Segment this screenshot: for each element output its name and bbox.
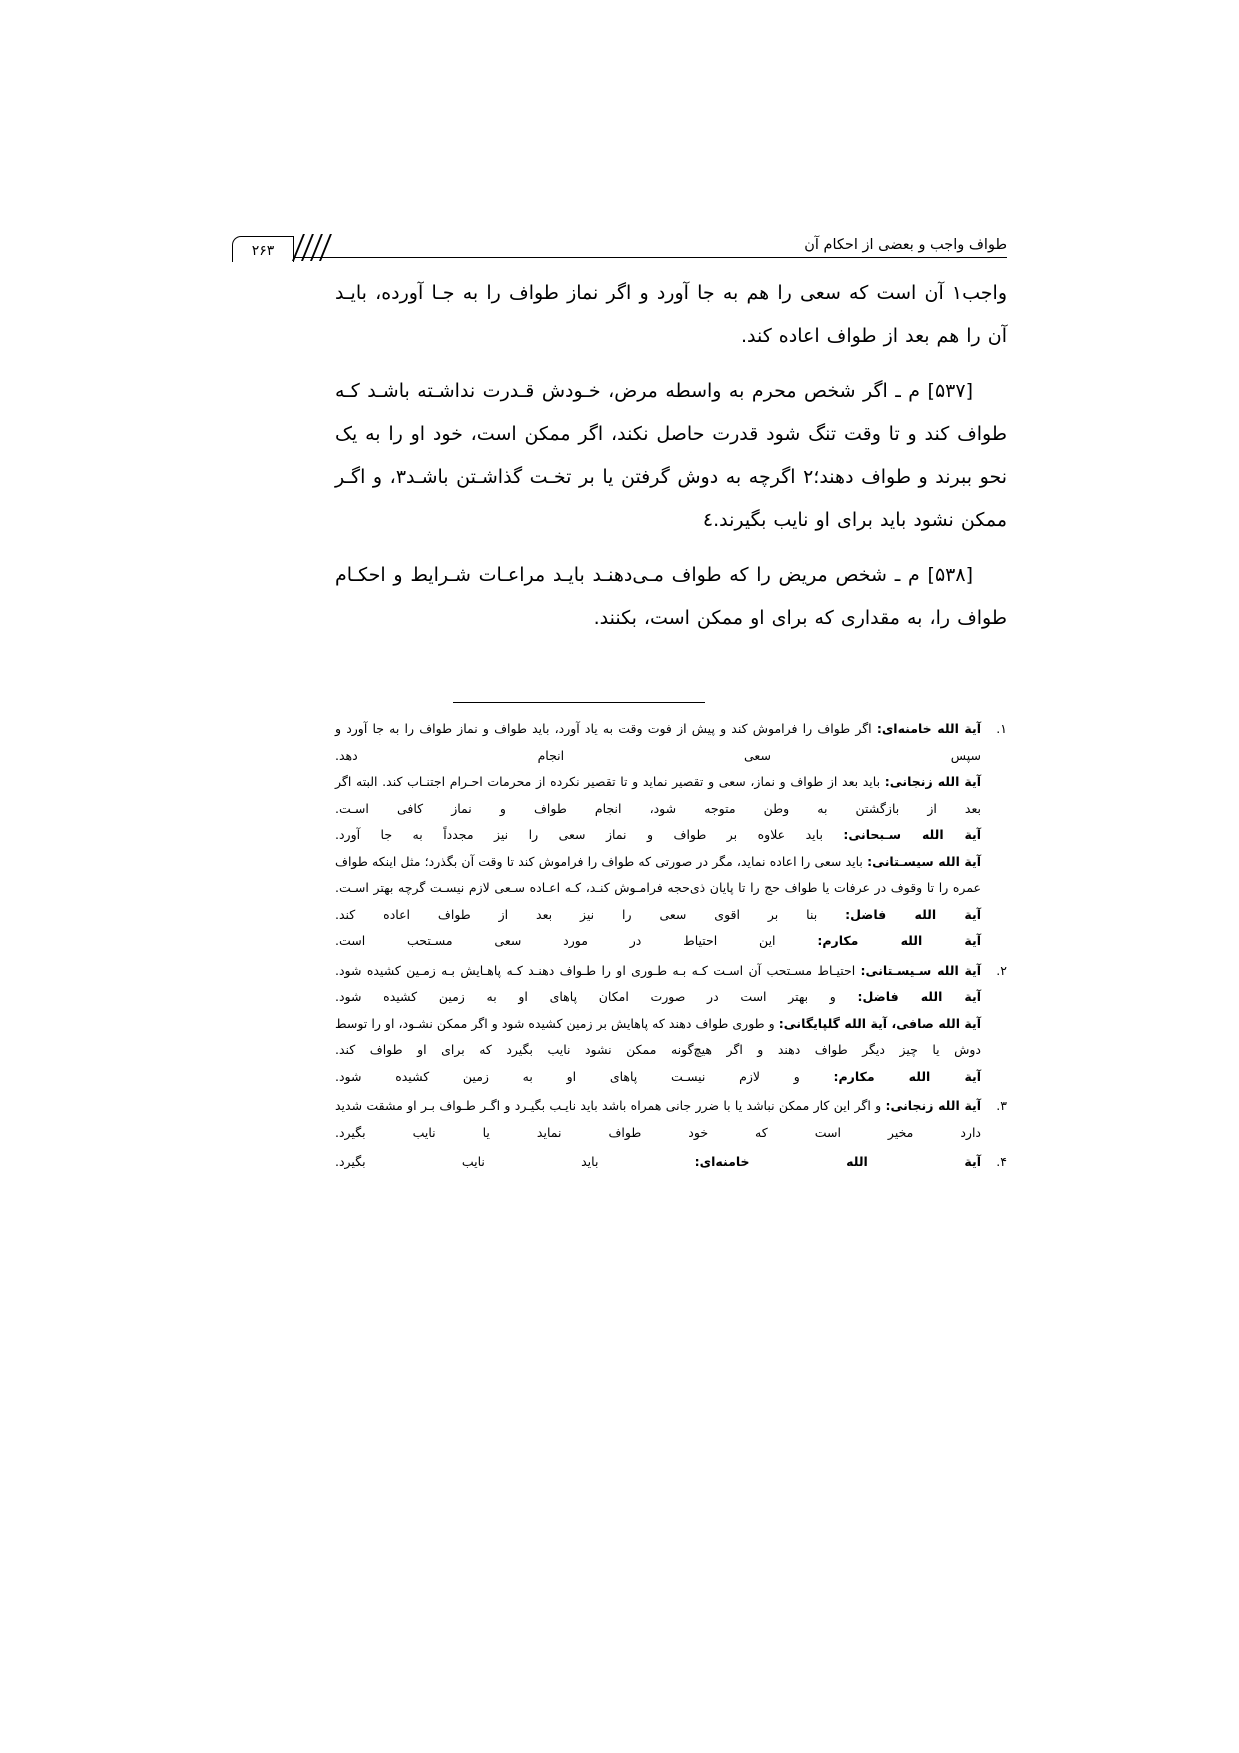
main-body [335,272,1007,652]
hatch-decoration-icon [290,235,336,261]
footnote-ruling [335,849,981,902]
footnote-body [335,1093,981,1146]
footnote-ruling [335,902,981,929]
footnote-body [335,1149,981,1176]
authority-opinion: این احتیاط در مورد سعی مسـتحب است. [335,933,818,948]
authority-opinion: باید نایب بگیرد. [335,1154,695,1169]
authority-opinion: و طوری طواف دهند که پاهایش بر زمین کشیده شود و اگر ممکن نشـود، او را توسط دوش یا چیز دیگر طواف دهند و اگر هیچ‌گونه ممکن نشود نایب بگیرد که برای او طواف کند. [335,1015,981,1057]
footnote-item [335,958,1007,1091]
footnote-ruling [335,984,981,1011]
footnote-marker: ۲. [996,962,1007,978]
footnote-marker: ۳. [996,1098,1007,1113]
ruling-number: [۵۳۸] م ـ [886,564,973,586]
folio-tab [232,232,340,262]
ruling-text: واجب١ آن است که سعی را هم به جا آورد و اگر نماز طواف را به جـا آورده، بایـد آن را هم بعد از طواف اعاده کند. [335,282,1007,347]
footnote-list [335,716,1007,1179]
para-537 [335,370,1007,542]
page-number: ۲۶۳ [251,243,275,259]
authority-opinion: احتیـاط مسـتحب آن اسـت کـه بـه طـوری او را طـواف دهنـد کـه پاهـایش بـه زمـین کشیده شود. [335,962,861,978]
authority-opinion: اگر طواف را فراموش کند و پیش از فوت وقت به یاد آورد، باید طواف و نماز طواف را به جا آورد و سپس سعی انجام دهد. [335,721,981,763]
para-continued [335,272,1007,358]
footnote-ruling [335,1149,981,1176]
authority-name: آیة الله سـبحانی: [843,827,982,842]
page-header [232,222,1007,262]
authority-name: آیة الله سـیسـتانی: [860,962,982,978]
footnote-ruling [335,716,981,769]
authority-opinion: باید علاوه بر طواف و نماز سعی را نیز مجدداً به جا آورد. [335,827,844,842]
ruling-text: شخص مریض را که طواف مـی‌دهنـد بایـد مراعـات شـرایط و احکـام طواف را، به مقداری که برای او ممکن است، بکنند. [335,564,1007,629]
authority-opinion: بنا بر اقوی سعی را نیز بعد از طواف اعاده کند. [335,906,846,922]
authority-name: آیة الله فاضل: [857,989,981,1004]
authority-name: آیة الله صافی، آیة الله گلپایگانی: [778,1015,981,1031]
footnote-ruling [335,1093,981,1146]
footnote-ruling [335,769,981,822]
footnote-marker: ۴. [996,1154,1007,1169]
footnote-item [335,716,1007,955]
authority-opinion: باید بعد از طواف و نماز، سعی و تقصیر نماید و تا تقصیر نکرده از محرمات احـرام اجتنـاب کند. البته اگر بعد از بازگشتن به وطن متوجه شود، انجام طواف و نماز کافی اسـت. [335,774,981,816]
footnote-ruling [335,822,981,849]
footnote-separator [453,702,705,703]
footnote-item [335,1093,1007,1146]
para-538 [335,554,1007,640]
authority-name: آیة الله خامنه‌ای: [876,721,981,736]
footnote-body [335,958,981,1091]
footnote-ruling [335,1064,981,1091]
authority-name: آیة الله زنجانی: [884,774,981,789]
footnote-body [335,716,981,955]
ruling-number: [۵۳۷] م ـ [887,380,973,402]
footnote-marker: ۱. [996,721,1007,736]
ruling-text: اگر شخص محرم به واسطه مرض، خـودش قـدرت نداشـته باشـد کـه طواف کند و تا وقت تنگ شود قدرت حاصل نکند، اگر ممکن است، خود او را به یک نحو ببرند و طواف دهند؛٢ اگرچه به دوش گرفتن یا بر تخـت گذاشـتن باشـد٣، و اگـر ممکن نشود باید برای او نایب بگیرند.٤ [335,380,1007,531]
authority-opinion: و لازم نیسـت پاهای او به زمین کشیده شود. [335,1068,834,1084]
authority-opinion: و بهتر است در صورت امکان پاهای او به زمین کشیده شود. [335,989,858,1004]
header-rule [232,257,1007,258]
authority-name: آیة الله فاضل: [845,906,981,922]
authority-opinion: و اگر این کار ممکن نباشد یا با ضرر جانی همراه باشد باید نایـب بگیـرد و اگـر طـواف بـر او مشقت شدید دارد مخیر است که خود طواف نماید یا نایب بگیرد. [335,1098,981,1140]
running-header-title: طواف واجب و بعضی از احکام آن [804,236,1007,253]
footnote-ruling [335,1011,981,1064]
footnote-ruling [335,958,981,985]
authority-name: آیة الله مکارم: [817,933,981,948]
authority-opinion: باید سعی را اعاده نماید، مگر در صورتی که طواف را فراموش کند تا وقت آن بگذرد؛ مثل اینکه طواف عمره را تا وقوف در عرفات یا طواف حج را تا پایان ذی‌حجه فرامـوش کنـد، کـه اعـاده سـعی لازم نیسـت گرچه بهتر اسـت. [335,853,981,895]
footnote-ruling [335,928,981,955]
authority-name: آیة الله مکارم: [833,1068,981,1084]
authority-name: آیة الله زنجانی: [885,1098,982,1113]
footnote-item [335,1149,1007,1176]
authority-name: آیة الله خامنه‌ای: [694,1154,981,1169]
authority-name: آیة الله سیسـتانی: [867,853,981,869]
